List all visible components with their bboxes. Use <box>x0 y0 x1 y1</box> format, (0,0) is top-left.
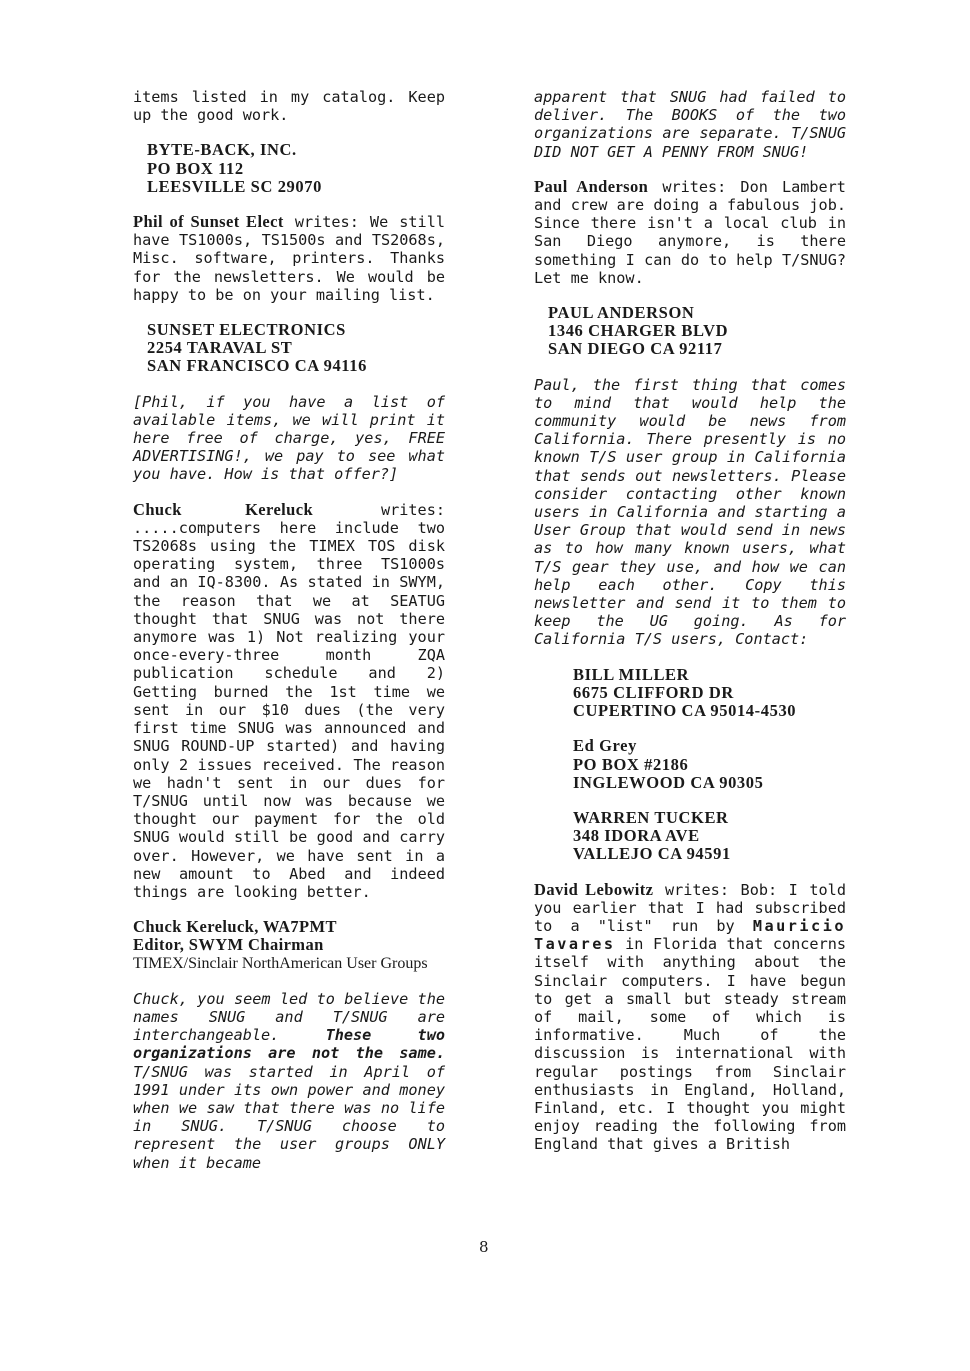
address-line: SUNSET ELECTRONICS <box>147 320 346 340</box>
letter-author: David Lebowitz <box>534 879 654 899</box>
address-line: 348 IDORA AVE <box>573 826 700 846</box>
address-line: LEESVILLE SC 29070 <box>147 176 322 196</box>
david-letter <box>534 881 846 1154</box>
signature-line: Chuck Kereluck, WA7PMT <box>133 917 337 937</box>
sunset-address <box>147 321 445 376</box>
address-line: WARREN TUCKER <box>573 807 729 827</box>
byte-back-address <box>147 141 445 196</box>
letter-body: .....computers here include two TS2068s using the TIMEX TOS disk operating system, three TS1000s and an IQ-8300. As stated in SWYM, the reason that we at SEATUG thought that SNUG was not there anymore was 1) Not realizing your once-every-three month ZQA publication schedule and 2) Getting burned the 1st time we sent in our $10 dues (the very first time SNUG was announced and SNUG ROUND-UP started) and having only 2 issues received. The reason we hadn't sent in our dues for T/SNUG until now was because we thought our payment for the old SNUG would still be good and carry over. However, we have sent in a new amount to Abed and indeed things are looking better. <box>133 518 445 901</box>
address-line: Ed Grey <box>573 736 637 756</box>
paul-letter <box>534 178 846 287</box>
continued-note: apparent that SNUG had failed to deliver. The BOOKS of the two organizations are separate. T/SNUG DID NOT GET A PENNY FROM SNUG! <box>534 88 846 161</box>
note-emphasis: These two organizations are not the same. <box>133 1026 445 1063</box>
note-text: T/SNUG was started in April of 1991 under its own power and money when we saw that there was no life in SNUG. T/SNUG choose to represent the user groups ONLY when it became <box>133 1062 445 1172</box>
address-line: BILL MILLER <box>573 664 690 684</box>
editor-note-paul: Paul, the first thing that comes to mind that would help the community would be news from California. There presently is no known T/S user group in California that sends out newsletters. Please consider contacting other known users in California and starting a User Group that would send in news as to how many known users, what T/S gear they use, and how we can help each other. Copy this newsletter and send it to them to keep the UG going. As for California T/S users, Contact: <box>534 375 846 649</box>
catalog-paragraph: items listed in my catalog. Keep up the good work. <box>133 88 445 125</box>
paul-address <box>548 304 846 359</box>
letter-author: Phil of Sunset Elect <box>133 212 284 232</box>
address-line: SAN FRANCISCO CA 94116 <box>147 356 367 376</box>
note-text: Chuck, you seem led to believe the names SNUG and T/SNUG are interchangeable. <box>133 989 445 1045</box>
miller-address <box>573 666 846 721</box>
phil-letter <box>133 213 445 304</box>
writes-label: writes: <box>294 213 359 232</box>
address-line: PO BOX 112 <box>147 158 244 178</box>
writes-label: writes: <box>662 177 727 196</box>
grey-address <box>573 737 846 792</box>
address-line: 6675 CLIFFORD DR <box>573 682 734 702</box>
address-line: PAUL ANDERSON <box>548 303 695 323</box>
address-line: 2254 TARAVAL ST <box>147 338 293 358</box>
letter-body: Bob: I told you earlier that I had subscribed to a "list" run by <box>534 880 846 935</box>
address-line: PO BOX #2186 <box>573 754 689 774</box>
letter-author: Paul Anderson <box>534 176 649 196</box>
signature-line: TIMEX/Sinclair NorthAmerican User Groups <box>133 954 428 972</box>
page-number: 8 <box>479 1238 489 1256</box>
signature-line: Editor, SWYM Chairman <box>133 935 324 955</box>
address-line: SAN DIEGO CA 92117 <box>548 339 723 359</box>
writes-label: writes: <box>664 880 729 899</box>
tucker-address <box>573 809 846 864</box>
letter-body: Don Lambert and crew are doing a fabulous job. Since there isn't a local club in San Diego anymore, is there something I can do to help T/SNUG? Let me know. <box>534 177 846 287</box>
writes-label: writes: <box>380 500 445 519</box>
letter-body: We still have TS1000s, TS1500s and TS2068s, Misc. software, printers. Thanks for the newsletters. We would be happy to be on your mailing list. <box>133 213 445 304</box>
editor-note-phil: [Phil, if you have a list of available items, we will print it here free of charge, yes, FREE ADVERTISING!, we pay to see what you have. How is that offer?] <box>133 392 445 484</box>
address-line: VALLEJO CA 94591 <box>573 844 731 864</box>
left-column <box>133 88 445 1172</box>
address-line: INGLEWOOD CA 90305 <box>573 772 764 792</box>
address-line: 1346 CHARGER BLVD <box>548 321 729 341</box>
address-line: BYTE-BACK, INC. <box>147 140 297 160</box>
address-line: CUPERTINO CA 95014-4530 <box>573 701 797 721</box>
right-column <box>534 88 846 1154</box>
chuck-letter <box>133 501 445 901</box>
letter-author: Chuck Kereluck <box>133 499 314 519</box>
letter-body: in Florida that concerns itself with anything about the Sinclair computers. I have begun to get a small but steady stream of mail, some of which is informative. Much of the discussion is international with regular postings from Sinclair enthusiasts in England, Holland, Finland, etc. I thought you might enjoy reading the following from England that gives a British <box>534 935 846 1154</box>
highlighted-name: Mauricio Tavares <box>534 916 846 954</box>
editor-note-chuck <box>133 990 445 1172</box>
chuck-signature <box>133 918 445 973</box>
